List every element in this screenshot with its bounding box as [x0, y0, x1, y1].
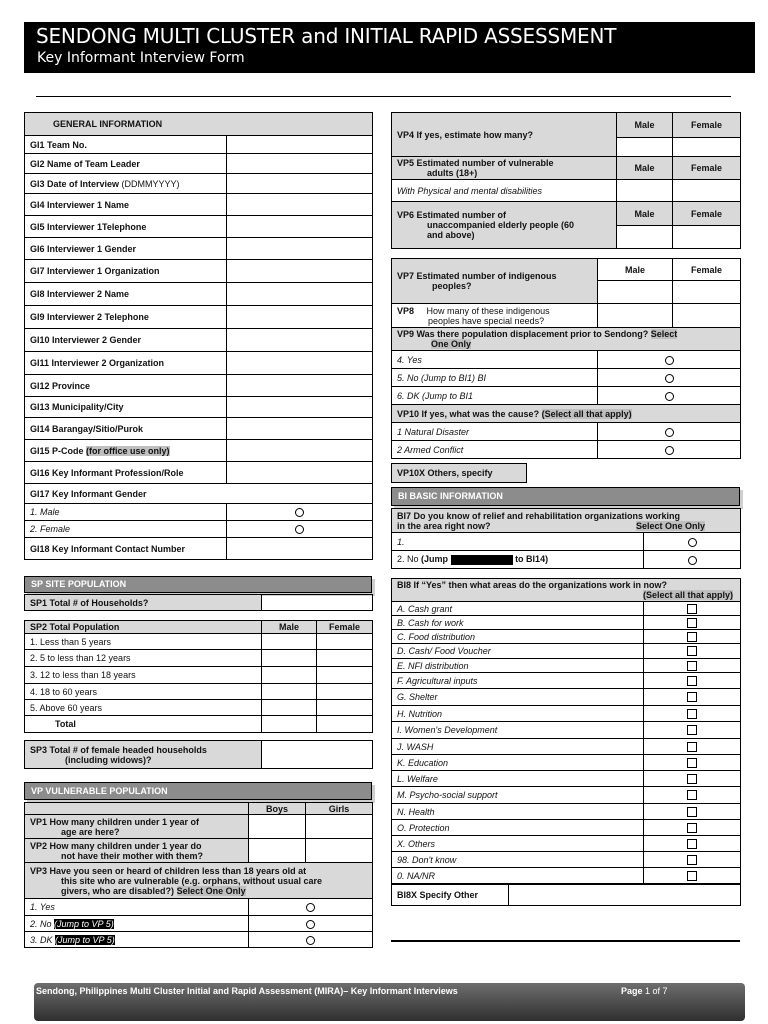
- radio-cell: [227, 521, 373, 538]
- section-header-vulnerable-population: VP VULNERABLE POPULATION: [24, 782, 372, 800]
- bi8-option-label: N. Health: [392, 804, 644, 820]
- radio-vp9-yes[interactable]: [665, 356, 674, 365]
- female-field[interactable]: [673, 281, 741, 304]
- female-field[interactable]: [673, 304, 741, 328]
- girls-field[interactable]: [306, 815, 373, 839]
- checkbox-cell: [644, 755, 741, 771]
- radio-cell: [598, 387, 741, 405]
- dk-text: 3. DK: [30, 934, 53, 945]
- blank-header: [25, 803, 249, 815]
- checkbox-cell: [644, 659, 741, 673]
- male-field[interactable]: [617, 138, 673, 157]
- gi13-field[interactable]: [227, 397, 373, 418]
- radio-yes[interactable]: [306, 903, 315, 912]
- male-field[interactable]: [617, 180, 673, 202]
- gi6-field[interactable]: [227, 238, 373, 260]
- radio-dk[interactable]: [306, 936, 315, 945]
- no-text: 2. No: [30, 918, 52, 929]
- gi17-label: GI17 Key Informant Gender: [25, 484, 373, 504]
- bi8-checkbox[interactable]: [687, 632, 697, 642]
- radio-cell: [598, 369, 741, 387]
- boys-field[interactable]: [249, 815, 306, 839]
- radio-female[interactable]: [295, 525, 304, 534]
- vp8-line2: peoples have special needs?: [428, 315, 545, 326]
- redaction-bar: [451, 555, 513, 565]
- vp3-line1: VP3 Have you seen or heard of children less than 18 years old at: [30, 865, 307, 876]
- checkbox-cell: [644, 836, 741, 852]
- female-field[interactable]: [317, 684, 373, 700]
- sp3-label: [25, 741, 262, 769]
- gi9-field[interactable]: [227, 306, 373, 329]
- radio-cell: [644, 551, 741, 569]
- male-total[interactable]: [262, 716, 317, 733]
- gender-option-male: 1. Male: [25, 504, 227, 521]
- checkbox-cell: [644, 820, 741, 836]
- radio-cell: [249, 932, 373, 948]
- bi8x-label: BI8X Specify Other: [392, 885, 509, 906]
- gi6-label: GI6 Interviewer 1 Gender: [25, 238, 227, 260]
- female-total[interactable]: [317, 716, 373, 733]
- sp3-field[interactable]: [262, 741, 373, 769]
- vp2-line2: not have their mother with them?: [61, 850, 204, 861]
- bi8-checkbox[interactable]: [687, 676, 697, 686]
- radio-cell: [227, 504, 373, 521]
- gi12-label: GI12 Province: [25, 375, 227, 397]
- radio-bi7-no[interactable]: [688, 556, 697, 565]
- general-information-table: [24, 112, 373, 560]
- gi7-label: GI7 Interviewer 1 Organization: [25, 260, 227, 283]
- vp1-line1: VP1 How many children under 1 year of: [30, 816, 200, 827]
- vp1-label: [25, 815, 249, 839]
- form-title: SENDONG MULTI CLUSTER and INITIAL RAPID ASSESSMENT: [36, 24, 617, 48]
- gi1-label: GI1 Team No.: [25, 136, 227, 154]
- radio-vp9-no[interactable]: [665, 374, 674, 383]
- male-field[interactable]: [262, 634, 317, 650]
- col-female: Female: [673, 259, 741, 281]
- bi7-option-yes: 1.: [392, 533, 644, 551]
- female-field[interactable]: [673, 226, 741, 249]
- gi15-label: [25, 440, 227, 462]
- section-heading: GENERAL INFORMATION: [25, 113, 373, 136]
- gi14-field[interactable]: [227, 418, 373, 440]
- vp10-option: 1 Natural Disaster: [392, 423, 598, 441]
- select-one-note: Select One Only: [635, 520, 705, 531]
- gi18-field[interactable]: [227, 538, 373, 560]
- radio-male[interactable]: [295, 508, 304, 517]
- sp3-table: [24, 740, 373, 769]
- sp1-field[interactable]: [262, 595, 373, 611]
- vp8-label: VP8 How many of these indigenous peoples have special needs?: [392, 304, 598, 328]
- gi1-field[interactable]: [227, 136, 373, 154]
- female-field[interactable]: [673, 138, 741, 157]
- bi8-options: [392, 602, 741, 884]
- checkbox-cell: [644, 868, 741, 884]
- bi8-checkbox[interactable]: [687, 618, 697, 628]
- page-footer: [34, 983, 745, 1021]
- bi8-checkbox[interactable]: [687, 774, 697, 784]
- checkbox-cell: [644, 804, 741, 820]
- jump-target: to BI14): [515, 554, 549, 565]
- gi15-text: GI15 P-Code: [30, 445, 84, 456]
- vp7-label: [392, 259, 598, 304]
- bi8-table: [391, 578, 741, 884]
- page-count: 1 of 7: [645, 986, 668, 996]
- age-row-label: 1. Less than 5 years: [25, 634, 262, 650]
- bi8-checkbox[interactable]: [687, 839, 697, 849]
- bi8-option-label: A. Cash grant: [392, 602, 644, 616]
- male-field[interactable]: [262, 700, 317, 716]
- divider: [391, 940, 740, 942]
- gi16-field[interactable]: [227, 462, 373, 484]
- sp2-table: [24, 620, 373, 733]
- col-boys: Boys: [249, 803, 306, 815]
- footer-title: Sendong, Philippines Multi Cluster Initial and Rapid Assessment (MIRA)– Key Informant Interviews: [36, 986, 458, 996]
- bi7-line2: in the area right now?: [397, 520, 491, 531]
- bi8-option-label: O. Protection: [392, 820, 644, 836]
- bi8-option-label: G. Shelter: [392, 689, 644, 706]
- gi4-label: GI4 Interviewer 1 Name: [25, 194, 227, 216]
- age-row-label: 5. Above 60 years: [25, 700, 262, 716]
- radio-cell: [598, 423, 741, 441]
- bi8-option-label: L. Welfare: [392, 771, 644, 787]
- form-subtitle: Key Informant Interview Form: [37, 50, 245, 66]
- male-field[interactable]: [598, 304, 673, 328]
- female-field[interactable]: [317, 634, 373, 650]
- male-field[interactable]: [262, 684, 317, 700]
- sp1-table: [24, 594, 373, 611]
- gi10-field[interactable]: [227, 329, 373, 352]
- bi8-line1: BI8 If “Yes” then what areas do the organizations work in now?: [397, 580, 668, 590]
- vp-table: [24, 802, 373, 948]
- bi8-checkbox[interactable]: [687, 758, 697, 768]
- bi8-checkbox[interactable]: [687, 646, 697, 656]
- radio-natural-disaster[interactable]: [665, 428, 674, 437]
- gi12-field[interactable]: [227, 375, 373, 397]
- radio-armed-conflict[interactable]: [665, 446, 674, 455]
- col-female: Female: [673, 113, 741, 138]
- gi3-text: GI3 Date of Interview: [30, 178, 120, 189]
- vp4-vp6-table: [391, 112, 741, 249]
- vp1-line2: age are here?: [61, 826, 120, 837]
- checkbox-cell: [644, 616, 741, 630]
- bi8-option-label: M. Psycho-social support: [392, 787, 644, 804]
- checkbox-cell: [644, 602, 741, 616]
- checkbox-cell: [644, 739, 741, 755]
- bi8-checkbox[interactable]: [687, 604, 697, 614]
- col-female: Female: [673, 157, 741, 180]
- male-field[interactable]: [262, 667, 317, 684]
- male-field[interactable]: [617, 226, 673, 249]
- vp10-option: 2 Armed Conflict: [392, 441, 598, 459]
- col-male: Male: [617, 202, 673, 226]
- vp2-label: [25, 839, 249, 863]
- bi8-option-label: 0. NA/NR: [392, 868, 644, 884]
- bi8-option-label: K. Education: [392, 755, 644, 771]
- radio-bi7-yes[interactable]: [688, 538, 697, 547]
- bi8-checkbox[interactable]: [687, 709, 697, 719]
- section-header-basic-information: BI BASIC INFORMATION: [391, 487, 740, 506]
- gi5-label: GI5 Interviewer 1Telephone: [25, 216, 227, 238]
- bi8-checkbox[interactable]: [687, 661, 697, 671]
- vp6-label: [392, 202, 617, 249]
- checkbox-cell: [644, 787, 741, 804]
- bi8-checkbox[interactable]: [687, 692, 697, 702]
- boys-field[interactable]: [249, 839, 306, 863]
- vp2-line1: VP2 How many children under 1 year do: [30, 840, 202, 851]
- col-girls: Girls: [306, 803, 373, 815]
- col-female: Female: [317, 621, 373, 634]
- gi3-field[interactable]: [227, 174, 373, 194]
- bi8-checkbox[interactable]: [687, 823, 697, 833]
- vp5-line1: VP5 Estimated number of vulnerable: [397, 158, 554, 168]
- vp10-text: VP10 If yes, what was the cause?: [397, 408, 540, 419]
- gi10-label: GI10 Interviewer 2 Gender: [25, 329, 227, 352]
- gi2-label: GI2 Name of Team Leader: [25, 154, 227, 174]
- vp7-line1: VP7 Estimated number of indigenous: [397, 271, 557, 281]
- no-text: 2. No: [397, 554, 419, 565]
- bi8-checkbox[interactable]: [687, 807, 697, 817]
- col-male: Male: [262, 621, 317, 634]
- bi8-option-label: F. Agricultural inputs: [392, 673, 644, 689]
- bi8-checkbox[interactable]: [687, 725, 697, 735]
- gi2-field[interactable]: [227, 154, 373, 174]
- vp9-option: 6. DK (Jump to BI1: [392, 387, 598, 405]
- bi7-table: [391, 508, 741, 569]
- female-field[interactable]: [317, 667, 373, 684]
- vp7-line2: peoples?: [432, 281, 472, 291]
- page-label: Page: [621, 986, 643, 996]
- gi9-label: GI9 Interviewer 2 Telephone: [25, 306, 227, 329]
- vp3-label: [25, 863, 373, 899]
- radio-vp9-dk[interactable]: [665, 392, 674, 401]
- jump-text: (Jump: [421, 554, 449, 565]
- gi14-label: GI14 Barangay/Sitio/Purok: [25, 418, 227, 440]
- vp9-text: VP9 Was there population displacement prior to Sendong?: [397, 329, 649, 339]
- age-row-label: 3. 12 to less than 18 years: [25, 667, 262, 684]
- checkbox-cell: [644, 771, 741, 787]
- vp10-label: [392, 405, 741, 423]
- select-note: One Only: [431, 339, 472, 349]
- checkbox-cell: [644, 644, 741, 659]
- header-banner: [24, 22, 755, 73]
- col-male: Male: [617, 113, 673, 138]
- bi8-option-label: B. Cash for work: [392, 616, 644, 630]
- female-field[interactable]: [673, 180, 741, 202]
- bi8-option-label: 98. Don't know: [392, 852, 644, 868]
- vp3-line3: givers, who are disabled?): [61, 885, 175, 896]
- bi8-option-label: C. Food distribution: [392, 630, 644, 644]
- vp5-label: [392, 157, 617, 180]
- bi8-option-label: D. Cash/ Food Voucher: [392, 644, 644, 659]
- bi7-line1: BI7 Do you know of relief and rehabilitation organizations working: [397, 510, 681, 521]
- gi13-label: GI13 Municipality/City: [25, 397, 227, 418]
- gi11-field[interactable]: [227, 352, 373, 375]
- select-note: Select: [650, 329, 678, 339]
- vp5-line2: adults (18+): [427, 168, 478, 178]
- checkbox-cell: [644, 689, 741, 706]
- bi8-option-label: J. WASH: [392, 739, 644, 755]
- vp10x-label: VP10X Others, specify: [392, 464, 527, 483]
- sp3-line1: SP3 Total # of female headed households: [30, 744, 207, 755]
- gi4-field[interactable]: [227, 194, 373, 216]
- bi7-label: [392, 509, 741, 533]
- bi8x-table: [391, 884, 741, 906]
- checkbox-cell: [644, 706, 741, 722]
- radio-cell: [598, 351, 741, 369]
- gi8-label: GI8 Interviewer 2 Name: [25, 283, 227, 306]
- bi8-option-label: E. NFI distribution: [392, 659, 644, 673]
- checkbox-cell: [644, 630, 741, 644]
- radio-cell: [249, 916, 373, 932]
- vp9-label: [392, 328, 741, 351]
- bi8-label: [392, 579, 741, 602]
- male-field[interactable]: [262, 650, 317, 667]
- gi5-field[interactable]: [227, 216, 373, 238]
- page-number: [621, 986, 668, 996]
- select-all-note: (Select all that apply): [541, 408, 632, 419]
- sp3-line2: (including widows)?: [65, 754, 152, 765]
- radio-cell: [598, 441, 741, 459]
- bi8-checkbox[interactable]: [687, 871, 697, 881]
- col-male: Male: [598, 259, 673, 281]
- vp9-option: 4. Yes: [392, 351, 598, 369]
- sp2-label: SP2 Total Population: [25, 621, 262, 634]
- section-header-site-population: SP SITE POPULATION: [24, 576, 372, 593]
- vp3-line2: this site who are vulnerable (e.g. orphans, without usual care: [61, 875, 323, 886]
- bi8x-field[interactable]: [509, 885, 741, 906]
- vp6-line3: and above): [427, 230, 475, 240]
- vp7-vp10-table: [391, 258, 741, 459]
- checkbox-cell: [644, 852, 741, 868]
- male-field[interactable]: [598, 281, 673, 304]
- select-all-note: (Select all that apply): [642, 590, 734, 600]
- jump-note: (Jump to VP 5): [55, 934, 115, 945]
- radio-cell: [249, 899, 373, 916]
- divider: [36, 96, 731, 97]
- gi15-field[interactable]: [227, 440, 373, 462]
- gi16-label: GI16 Key Informant Profession/Role: [25, 462, 227, 484]
- gi7-field[interactable]: [227, 260, 373, 283]
- radio-no[interactable]: [306, 920, 315, 929]
- office-use-note: (for office use only): [86, 445, 170, 456]
- vp5-sub: With Physical and mental disabilities: [392, 180, 617, 202]
- bi8-checkbox[interactable]: [687, 742, 697, 752]
- vp6-line2: unaccompanied elderly people (60: [427, 220, 575, 230]
- total-label: Total: [25, 716, 262, 733]
- vp3-option-yes: 1. Yes: [25, 899, 249, 916]
- gi11-label: GI11 Interviewer 2 Organization: [25, 352, 227, 375]
- bi8-checkbox[interactable]: [687, 790, 697, 800]
- vp9-option: 5. No (Jump to BI1) BI: [392, 369, 598, 387]
- vp4-label: VP4 If yes, estimate how many?: [392, 113, 617, 157]
- date-format-hint: (DDMMYYYY): [119, 178, 180, 189]
- col-male: Male: [617, 157, 673, 180]
- sp1-label: SP1 Total # of Households?: [25, 595, 262, 611]
- bi8-option-label: X. Others: [392, 836, 644, 852]
- bi8-option-label: I. Women's Development: [392, 722, 644, 739]
- girls-field[interactable]: [306, 839, 373, 863]
- vp6-line1: VP6 Estimated number of: [397, 210, 507, 220]
- gi8-field[interactable]: [227, 283, 373, 306]
- age-row-label: 2. 5 to less than 12 years: [25, 650, 262, 667]
- radio-cell: [644, 533, 741, 551]
- checkbox-cell: [644, 722, 741, 739]
- col-female: Female: [673, 202, 741, 226]
- gi3-label: [25, 174, 227, 194]
- female-field[interactable]: [317, 700, 373, 716]
- jump-note: (Jump to VP 5): [54, 918, 114, 929]
- age-row-label: 4. 18 to 60 years: [25, 684, 262, 700]
- vp10x-table: [391, 463, 527, 483]
- female-field[interactable]: [317, 650, 373, 667]
- bi8-checkbox[interactable]: [687, 855, 697, 865]
- bi7-option-no: [392, 551, 644, 569]
- vp3-option-dk: [25, 932, 249, 948]
- checkbox-cell: [644, 673, 741, 689]
- gi18-label: GI18 Key Informant Contact Number: [25, 538, 227, 560]
- bi8-option-label: H. Nutrition: [392, 706, 644, 722]
- vp3-option-no: [25, 916, 249, 932]
- select-one-note: Select One Only: [176, 885, 246, 896]
- gender-option-female: 2. Female: [25, 521, 227, 538]
